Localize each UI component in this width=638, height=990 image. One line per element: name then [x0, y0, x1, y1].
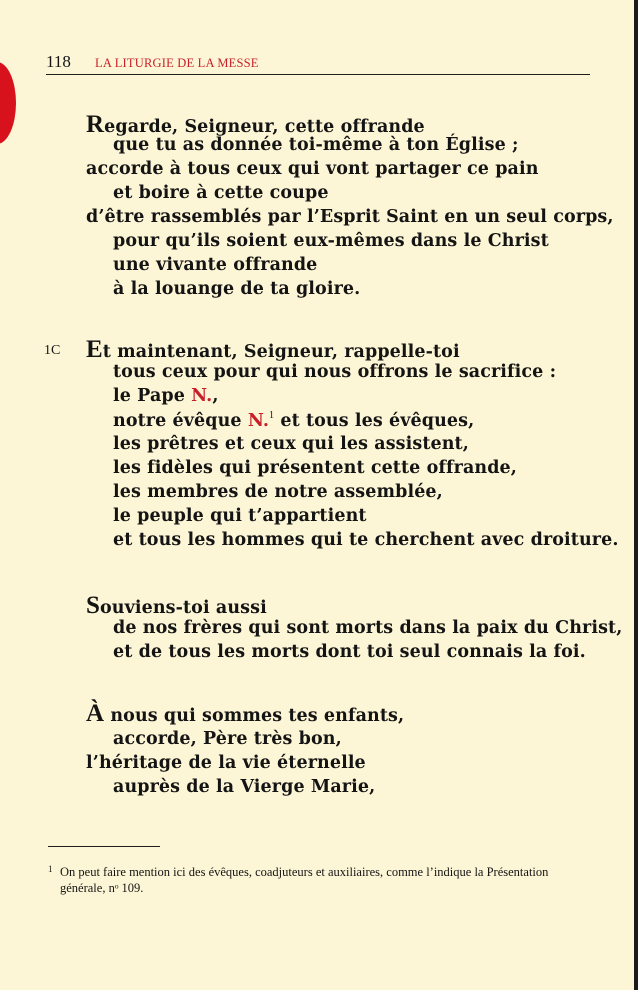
footnote-rule — [48, 846, 160, 847]
verse-line: accorde, Père très bon, — [113, 729, 342, 749]
verse-line: pour qu’ils soient eux-mêmes dans le Christ — [113, 231, 549, 251]
page-number: 118 — [46, 52, 71, 71]
verse-line: tous ceux pour qui nous offrons le sacrifice : — [113, 362, 557, 382]
verse-line: et tous les hommes qui te cherchent avec droiture. — [113, 530, 619, 550]
drop-initial: R — [86, 111, 105, 138]
footnote-number: 1 — [48, 864, 53, 874]
verse-line: accorde à tous ceux qui vont partager ce pain — [86, 159, 539, 179]
verse-line: que tu as donnée toi-même à ton Église ; — [113, 135, 519, 155]
verse-line: l’héritage de la vie éternelle — [86, 753, 366, 773]
red-thumb-tab — [0, 62, 16, 144]
drop-initial: À — [86, 700, 105, 727]
verse-line: le peuple qui t’appartient — [113, 506, 367, 526]
rubric-name-placeholder: N. — [247, 411, 270, 431]
rubric-name-placeholder: N. — [191, 386, 213, 406]
verse-line: Souviens-toi aussi — [86, 592, 267, 619]
verse-line: d’être rassemblés par l’Esprit Saint en un seul corps, — [86, 207, 614, 227]
running-title: LA LITURGIE DE LA MESSE — [95, 56, 259, 70]
verse-line: à la louange de ta gloire. — [113, 279, 361, 299]
footnote-text: On peut faire mention ici des évêques, coadjuteurs et auxiliaires, comme l’indique la Présentation générale, nᵒ 109. — [60, 865, 549, 895]
verse-line: notre évêque N.$^1$ et tous les évêques, — [113, 410, 475, 431]
page-edge-strip — [634, 0, 638, 990]
verse-line: les membres de notre assemblée, — [113, 482, 443, 502]
verse-line: et de tous les morts dont toi seul connais la foi. — [113, 642, 586, 662]
drop-initial: E — [86, 336, 103, 363]
verse-line: les prêtres et ceux qui les assistent, — [113, 434, 469, 454]
verse-line: le Pape N., — [113, 386, 219, 406]
verse-line: de nos frères qui sont morts dans la paix du Christ, — [113, 618, 623, 638]
verse-line: Et maintenant, Seigneur, rappelle-toi — [86, 336, 460, 363]
verse-line: auprès de la Vierge Marie, — [113, 777, 376, 797]
verse-line: Regarde, Seigneur, cette offrande — [86, 111, 425, 138]
verse-line: les fidèles qui présentent cette offrande, — [113, 458, 517, 478]
verse-line: À nous qui sommes tes enfants, — [86, 700, 405, 727]
verse-line: et boire à cette coupe — [113, 183, 329, 203]
verse-line: une vivante offrande — [113, 255, 318, 275]
section-marker: 1C — [44, 343, 61, 358]
footnote-reference[interactable]: 1 — [269, 410, 275, 421]
drop-initial: S — [86, 592, 101, 619]
footnote — [48, 864, 596, 896]
page-header — [46, 50, 590, 75]
